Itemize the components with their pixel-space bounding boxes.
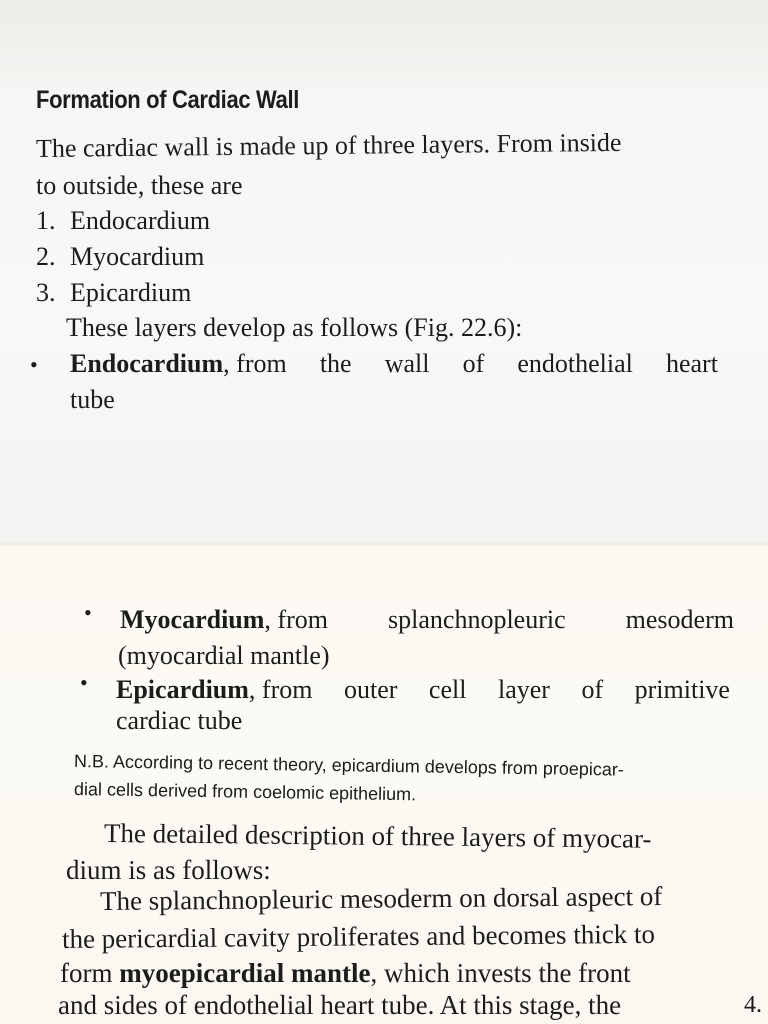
- page-number-fragment: 4.: [744, 992, 762, 1018]
- bullet-word: , from: [264, 605, 328, 634]
- paragraph-line-1: The detailed description of three layers of myocar-: [103, 818, 652, 854]
- layer-list-item: [36, 206, 210, 236]
- bullet-word: of: [462, 349, 485, 378]
- bullet-word: , from: [248, 675, 313, 704]
- paragraph-line-4: the pericardial cavity proliferates and becomes thick to: [61, 918, 656, 954]
- bullet-word: endothelial: [517, 349, 633, 378]
- paragraph-text: form: [60, 958, 120, 988]
- section-heading: Formation of Cardiac Wall: [36, 86, 299, 114]
- bullet-endocardium-line-2: tube: [70, 385, 115, 414]
- nb-note-line-1: N.B. According to recent theory, epicardium develops from proepicar-: [73, 751, 625, 780]
- bullet-marker: •: [84, 600, 92, 625]
- develop-line: These layers develop as follows (Fig. 22.6):: [66, 313, 523, 342]
- bullet-term-word-group: [116, 675, 312, 705]
- intro-line-2: to outside, these are: [36, 171, 243, 200]
- paragraph-bold-term: myoepicardial mantle: [119, 958, 371, 988]
- bullet-word: splanchnopleuric: [388, 605, 566, 634]
- bullet-term-word-group: [70, 349, 287, 379]
- nb-note-line-2: dial cells derived from coelomic epithelium.: [73, 779, 417, 805]
- bullet-word: mesoderm: [625, 605, 734, 634]
- paragraph-line-5: [60, 958, 631, 989]
- bullet-word: the: [319, 349, 352, 378]
- bullet-word: outer: [343, 675, 398, 704]
- bullet-myocardium-line-2: (myocardial mantle): [118, 641, 330, 670]
- bullet-endocardium-line-1: [70, 349, 718, 379]
- layer-list-item: [36, 278, 191, 308]
- paragraph-line-2: dium is as follows:: [66, 855, 271, 885]
- bullet-word: wall: [384, 349, 430, 378]
- bullet-word: primitive: [634, 675, 730, 704]
- bullet-word: of: [581, 675, 604, 704]
- bullet-marker: •: [30, 352, 38, 377]
- photo-seam: [0, 541, 768, 547]
- layer-number: 1.: [36, 206, 56, 235]
- bullet-term: Endocardium: [70, 349, 224, 378]
- layer-name: Endocardium: [70, 206, 211, 235]
- paragraph-text: , which invests the front: [370, 958, 631, 988]
- paragraph-line-3: The splanchnopleuric mesoderm on dorsal aspect of: [99, 881, 663, 916]
- paragraph-line-6: and sides of endothelial heart tube. At this stage, the: [58, 990, 622, 1020]
- bullet-term: Myocardium: [120, 605, 265, 634]
- bullet-epicardium-line-1: [116, 675, 730, 705]
- intro-line-1: The cardiac wall is made up of three layers. From inside: [35, 127, 622, 163]
- bullet-word: heart: [665, 349, 718, 378]
- layer-name: Myocardium: [70, 242, 205, 271]
- layer-number: 3.: [36, 278, 56, 307]
- bullet-epicardium-line-2: cardiac tube: [116, 706, 243, 735]
- bullet-term-word-group: [120, 605, 328, 635]
- bullet-word: , from: [223, 349, 287, 378]
- bullet-word: layer: [497, 675, 550, 704]
- bullet-word: cell: [428, 675, 467, 704]
- bullet-myocardium-line-1: [120, 605, 734, 635]
- layer-number: 2.: [36, 242, 56, 271]
- bullet-marker: •: [80, 670, 88, 695]
- bullet-term: Epicardium: [116, 675, 249, 704]
- layer-list-item: [36, 242, 204, 272]
- layer-name: Epicardium: [70, 278, 192, 307]
